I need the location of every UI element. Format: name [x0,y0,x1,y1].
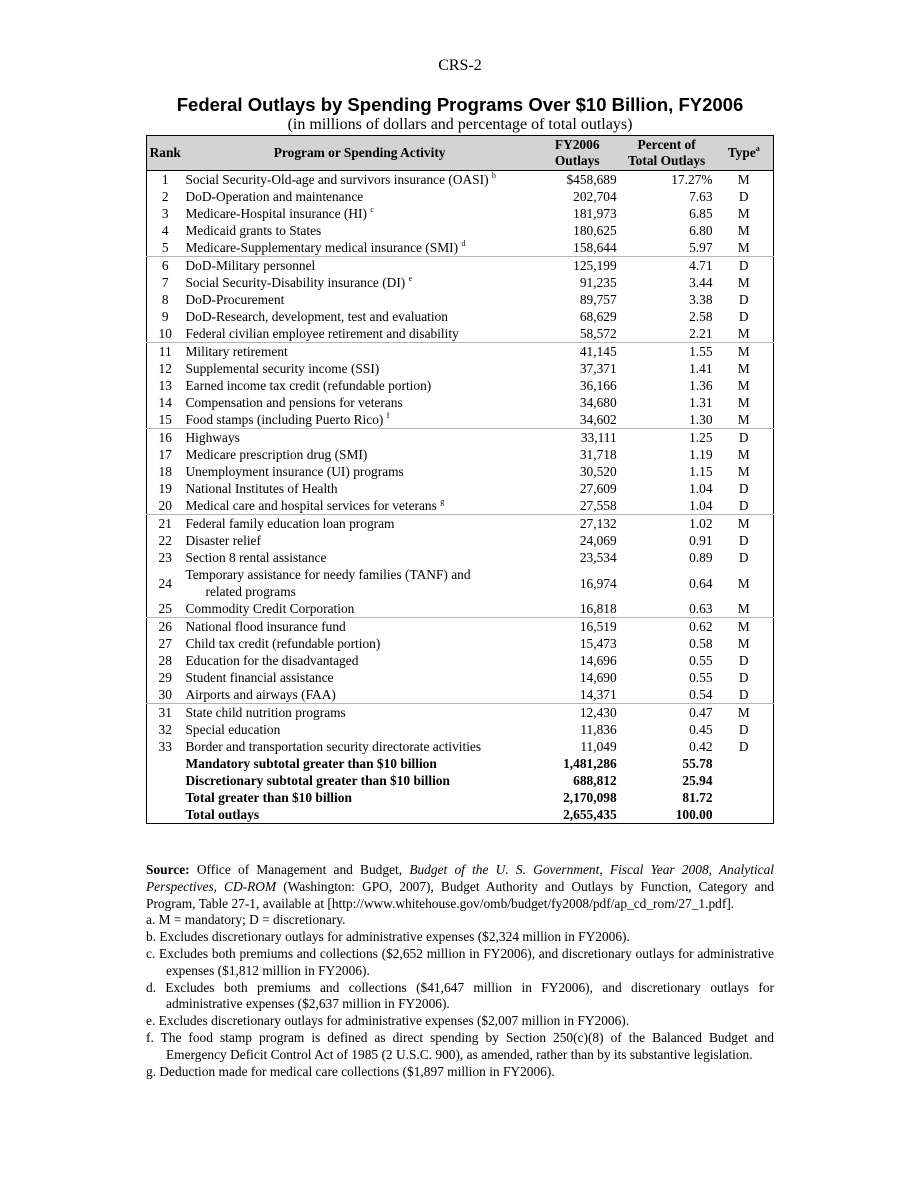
rank-cell: 1 [161,172,169,187]
type-cell: D [738,481,749,496]
outlays-cell: 58,572 [536,325,619,343]
percent-cell: 3.38 [689,292,713,307]
table-row [147,686,774,704]
outlays-cell: 180,625 [573,223,617,238]
rank-cell: 18 [158,464,172,479]
outlays-cell: 16,519 [579,619,617,634]
percent-cell: 0.54 [619,686,715,704]
table-row [147,222,774,239]
subtotal-row [147,789,774,806]
program-name: DoD-Procurement [185,292,285,307]
subtotal-percent: 81.72 [682,790,713,805]
type-cell: D [738,533,749,548]
outlays-cell: 33,111 [580,430,617,445]
percent-cell: 1.41 [689,361,713,376]
program-cell [183,618,535,636]
table-row [147,721,774,738]
program-cell [183,171,535,189]
program-name: DoD-Military personnel [185,258,316,273]
type-cell: D [715,497,774,515]
outlays-cell: 14,690 [579,670,617,685]
table-row [147,600,774,618]
subtotal-row [147,806,774,824]
rank-cell: 9 [161,309,169,324]
percent-cell: 1.15 [689,464,713,479]
program-name: Highways [185,430,240,445]
program-cell [183,635,535,652]
percent-cell: 0.62 [689,619,713,634]
source-text: Office of Management and Budget, [196,862,403,877]
empty-cell [715,755,774,772]
percent-cell: 0.55 [689,653,713,668]
outlays-cell: 68,629 [579,309,617,324]
rank-cell: 27 [158,636,172,651]
outlays-cell: 31,718 [579,447,617,462]
rank-cell: 30 [147,686,184,704]
type-cell: M [737,344,750,359]
footnote: g. Deduction made for medical care collections ($1,897 million in FY2006). [146,1063,555,1079]
percent-cell: 0.64 [689,575,713,591]
table-row [147,291,774,308]
program-name: Federal civilian employee retirement and disability [185,326,459,341]
table-row [147,377,774,394]
program-name-continued: related programs [205,584,296,599]
program-name: Military retirement [185,344,288,359]
rank-cell: 2 [161,189,169,204]
table-row [147,446,774,463]
type-cell: D [738,189,749,204]
empty-cell [147,806,184,824]
program-name: Supplemental security income (SSI) [185,361,380,376]
type-cell: M [715,600,774,618]
table-row [147,394,774,411]
percent-cell: 3.44 [689,275,713,290]
outlays-cell: 89,757 [579,292,617,307]
type-cell: D [715,686,774,704]
percent-cell: 4.71 [689,258,713,273]
program-cell [183,738,535,755]
percent-cell: 17.27% [671,172,713,187]
outlays-cell: 14,696 [579,653,617,668]
source-label: Source: [146,862,190,877]
footnote: c. Excludes both premiums and collections ($2,652 million in FY2006), and discretionary outlays for administrative expenses ($1,812 million in FY2006). [146,945,774,978]
outlays-cell: 14,371 [536,686,619,704]
rank-cell: 13 [158,378,172,393]
program-cell [183,274,535,291]
program-name: Commodity Credit Corporation [185,601,355,616]
program-name: Section 8 rental assistance [185,550,327,565]
table-row [147,515,774,533]
type-cell: M [737,575,750,591]
percent-cell: 0.63 [619,600,715,618]
table-row [147,566,774,600]
outlays-table [146,135,774,824]
empty-cell [715,772,774,789]
program-cell [183,686,535,704]
percent-cell: 7.63 [689,189,713,204]
rank-cell: 29 [158,670,172,685]
program-cell [183,515,535,533]
footnote-marker: a [755,144,760,153]
table-row [147,308,774,325]
program-cell [183,343,535,361]
rank-cell: 4 [161,223,169,238]
program-name: Education for the disadvantaged [185,653,359,668]
program-cell [183,480,535,497]
program-name: Compensation and pensions for veterans [185,395,403,410]
type-cell: M [737,378,750,393]
rank-cell: 8 [161,292,169,307]
program-name: Social Security-Old-age and survivors insurance (OASI) [185,172,489,187]
program-cell [183,394,535,411]
program-cell [183,600,535,618]
table-row [147,274,774,291]
percent-cell: 6.80 [689,223,713,238]
type-cell: D [738,292,749,307]
subtotal-label: Total greater than $10 billion [185,790,352,805]
subtotal-row [147,755,774,772]
footnote-marker: d [461,239,466,248]
type-cell: M [737,223,750,238]
percent-cell: 1.19 [689,447,713,462]
table-row [147,704,774,722]
program-cell [183,532,535,549]
table-row [147,738,774,755]
program-cell [183,257,535,275]
table-row [147,480,774,497]
program-name: Social Security-Disability insurance (DI) [185,275,406,290]
percent-cell: 0.91 [689,533,713,548]
table-row [147,257,774,275]
type-cell: M [737,516,750,531]
col-header-outlays: FY2006 Outlays [536,136,619,171]
type-cell: M [737,636,750,651]
subtotal-outlays: 1,481,286 [563,756,617,771]
program-name: Student financial assistance [185,670,334,685]
program-name: Child tax credit (refundable portion) [185,636,381,651]
outlays-cell: 34,602 [536,411,619,429]
empty-cell [147,772,184,789]
percent-cell: 5.97 [619,239,715,257]
outlays-cell: 34,680 [579,395,617,410]
outlays-cell: 202,704 [573,189,617,204]
outlays-cell: 16,974 [579,575,617,591]
subtotal-label: Total outlays [185,807,260,822]
outlays-cell: 15,473 [579,636,617,651]
program-name: Unemployment insurance (UI) programs [185,464,404,479]
program-name: Border and transportation security directorate activities [185,739,482,754]
type-cell: M [737,619,750,634]
program-name: State child nutrition programs [185,705,346,720]
table-row [147,669,774,686]
type-cell: D [738,670,749,685]
program-cell [183,308,535,325]
table-row [147,325,774,343]
program-name: Medicare-Supplementary medical insurance (SMI) [185,240,459,255]
rank-cell: 31 [158,705,172,720]
rank-cell: 21 [158,516,172,531]
source-note [146,862,774,912]
program-cell [183,325,535,343]
outlays-cell: 125,199 [573,258,617,273]
rank-cell: 33 [158,739,172,754]
table-row [147,429,774,447]
type-cell: M [737,206,750,221]
empty-cell [147,789,184,806]
footnote-marker: c [370,205,374,214]
program-cell [183,411,535,429]
program-cell [183,566,535,600]
footnote: e. Excludes discretionary outlays for administrative expenses ($2,007 million in FY2006). [146,1013,630,1029]
table-row [147,618,774,636]
program-name: Airports and airways (FAA) [185,687,336,702]
footnote-marker: b [491,171,496,180]
percent-cell: 1.55 [689,344,713,359]
program-name: Medical care and hospital services for veterans [185,498,437,513]
outlays-cell: 11,836 [580,722,617,737]
empty-cell [715,789,774,806]
type-cell: M [737,361,750,376]
program-cell [183,291,535,308]
percent-cell: 0.45 [689,722,713,737]
percent-cell: 2.58 [689,309,713,324]
program-name: Federal family education loan program [185,516,395,531]
footnote: a. M = mandatory; D = discretionary. [146,912,346,928]
source-title: Budget of the U. S. Government, Fiscal Year 2008, Analytical Perspectives, CD-ROM [146,862,774,894]
program-cell [183,549,535,566]
percent-cell: 0.55 [689,670,713,685]
program-cell [183,704,535,722]
outlays-cell: 158,644 [536,239,619,257]
program-cell [183,188,535,205]
subtotal-label: Discretionary subtotal greater than $10 billion [185,773,450,788]
rank-cell: 17 [158,447,172,462]
percent-cell: 1.36 [689,378,713,393]
outlays-cell: 36,166 [579,378,617,393]
percent-cell: 1.30 [619,411,715,429]
outlays-cell: 24,069 [579,533,617,548]
outlays-cell: 27,558 [536,497,619,515]
program-cell [183,446,535,463]
type-cell: M [715,239,774,257]
outlays-cell: 23,534 [579,550,617,565]
type-cell: D [738,430,749,445]
percent-cell: 0.42 [689,739,713,754]
outlays-cell: $458,689 [566,172,617,187]
outlays-cell: 181,973 [573,206,617,221]
program-name: National flood insurance fund [185,619,346,634]
source-text-2: (Washington: GPO, 2007), Budget Authority and Outlays by Function, Category and Program, Table 27-1, available at [http://www.whitehouse.gov/omb/budget/fy2008/pdf/ap_cd_rom/27_1.pdf]. [146,878,774,911]
subtotal-outlays: 688,812 [573,773,617,788]
program-name: Special education [185,722,281,737]
program-cell [183,721,535,738]
rank-cell: 10 [147,325,184,343]
program-cell [183,497,535,515]
outlays-cell: 41,145 [579,344,617,359]
program-cell [183,429,535,447]
program-name: DoD-Research, development, test and evaluation [185,309,449,324]
footnote: b. Excludes discretionary outlays for administrative expenses ($2,324 million in FY2006). [146,929,630,945]
type-cell: M [737,447,750,462]
footnote: d. Excludes both premiums and collections ($41,647 million in FY2006), and discretionary outlays for administrative expenses ($2,637 million in FY2006). [146,979,774,1012]
subtotal-row [147,772,774,789]
rank-cell: 22 [158,533,172,548]
program-cell [183,222,535,239]
table-row [147,549,774,566]
percent-cell: 1.04 [689,481,713,496]
type-cell: D [738,653,749,668]
page-header: CRS-2 [438,57,482,74]
program-cell [183,205,535,222]
rank-cell: 24 [158,575,172,591]
program-cell [183,652,535,669]
table-body [147,171,774,824]
percent-cell: 1.31 [689,395,713,410]
type-cell: D [738,550,749,565]
program-name: Food stamps (including Puerto Rico) [185,412,384,427]
table-row [147,343,774,361]
rank-cell: 16 [158,430,172,445]
rank-cell: 15 [147,411,184,429]
rank-cell: 3 [161,206,169,221]
program-cell [183,377,535,394]
rank-cell: 20 [147,497,184,515]
table-row [147,360,774,377]
program-name: Medicaid grants to States [185,223,322,238]
program-name: Medicare prescription drug (SMI) [185,447,368,462]
outlays-cell: 30,520 [579,464,617,479]
footnote-list [146,912,774,1080]
program-name: National Institutes of Health [185,481,338,496]
rank-cell: 11 [158,344,172,359]
outlays-cell: 27,132 [579,516,617,531]
subtotal-label: Mandatory subtotal greater than $10 billion [185,756,437,771]
table-row [147,635,774,652]
percent-cell: 2.21 [619,325,715,343]
table-row [147,411,774,429]
percent-cell: 1.25 [689,430,713,445]
rank-cell: 25 [147,600,184,618]
rank-cell: 32 [158,722,172,737]
outlays-cell: 11,049 [580,739,617,754]
table-row [147,171,774,189]
program-name: Temporary assistance for needy families (TANF) and [185,567,471,582]
percent-cell: 1.04 [619,497,715,515]
program-cell [183,463,535,480]
type-cell: M [737,275,750,290]
program-cell [183,669,535,686]
table-row [147,239,774,257]
header-row [147,136,774,171]
type-cell: M [737,172,750,187]
rank-cell: 28 [158,653,172,668]
table-row [147,205,774,222]
table-row [147,188,774,205]
footnote-marker: g [440,497,445,506]
type-cell: D [738,722,749,737]
rank-cell: 5 [147,239,184,257]
footnote-marker: f [386,411,390,420]
empty-cell [147,755,184,772]
rank-cell: 6 [161,258,169,273]
subtotal-outlays: 2,655,435 [563,807,617,822]
type-cell: D [738,258,749,273]
outlays-cell: 37,371 [579,361,617,376]
subtotal-percent: 100.00 [675,807,713,822]
outlays-cell: 91,235 [579,275,617,290]
footnote-marker: e [408,274,413,283]
program-name: Earned income tax credit (refundable portion) [185,378,432,393]
subtotal-percent: 25.94 [682,773,713,788]
type-cell: D [738,309,749,324]
subtotal-percent: 55.78 [682,756,713,771]
program-name: Medicare-Hospital insurance (HI) [185,206,367,221]
program-cell [183,360,535,377]
percent-cell: 0.58 [689,636,713,651]
program-cell [183,239,535,257]
col-header-rank: Rank [147,136,184,171]
rank-cell: 7 [161,275,169,290]
rank-cell: 23 [158,550,172,565]
footnotes [146,862,774,1080]
outlays-cell: 16,818 [536,600,619,618]
program-name: Disaster relief [185,533,261,548]
outlays-cell: 27,609 [579,481,617,496]
footnote: f. The food stamp program is defined as direct spending by Section 250(c)(8) of the Balanced Budget and Emergency Deficit Control Act of 1985 (2 U.S.C. 900), as amended, rather than by its substantive legislation. [146,1029,774,1062]
outlays-cell: 12,430 [579,705,617,720]
table-row [147,652,774,669]
col-header-program: Program or Spending Activity [183,136,535,171]
percent-cell: 0.89 [689,550,713,565]
type-cell: M [715,411,774,429]
type-cell: M [737,705,750,720]
table-row [147,463,774,480]
table-title: Federal Outlays by Spending Programs Over $10 Billion, FY2006 [176,94,744,115]
type-cell: D [738,739,749,754]
rank-cell: 14 [158,395,172,410]
subtotal-outlays: 2,170,098 [563,790,617,805]
type-cell: M [737,464,750,479]
program-name: DoD-Operation and maintenance [185,189,364,204]
type-cell: M [737,395,750,410]
empty-cell [715,806,774,824]
rank-cell: 12 [158,361,172,376]
rank-cell: 19 [158,481,172,496]
table-subtitle: (in millions of dollars and percentage of total outlays) [287,116,633,133]
col-header-type: Type$^a$ [715,136,774,171]
type-cell: M [715,325,774,343]
col-header-percent: Percent of Total Outlays [619,136,715,171]
percent-cell: 6.85 [689,206,713,221]
percent-cell: 0.47 [689,705,713,720]
table-row [147,497,774,515]
table-row [147,532,774,549]
rank-cell: 26 [158,619,172,634]
percent-cell: 1.02 [689,516,713,531]
